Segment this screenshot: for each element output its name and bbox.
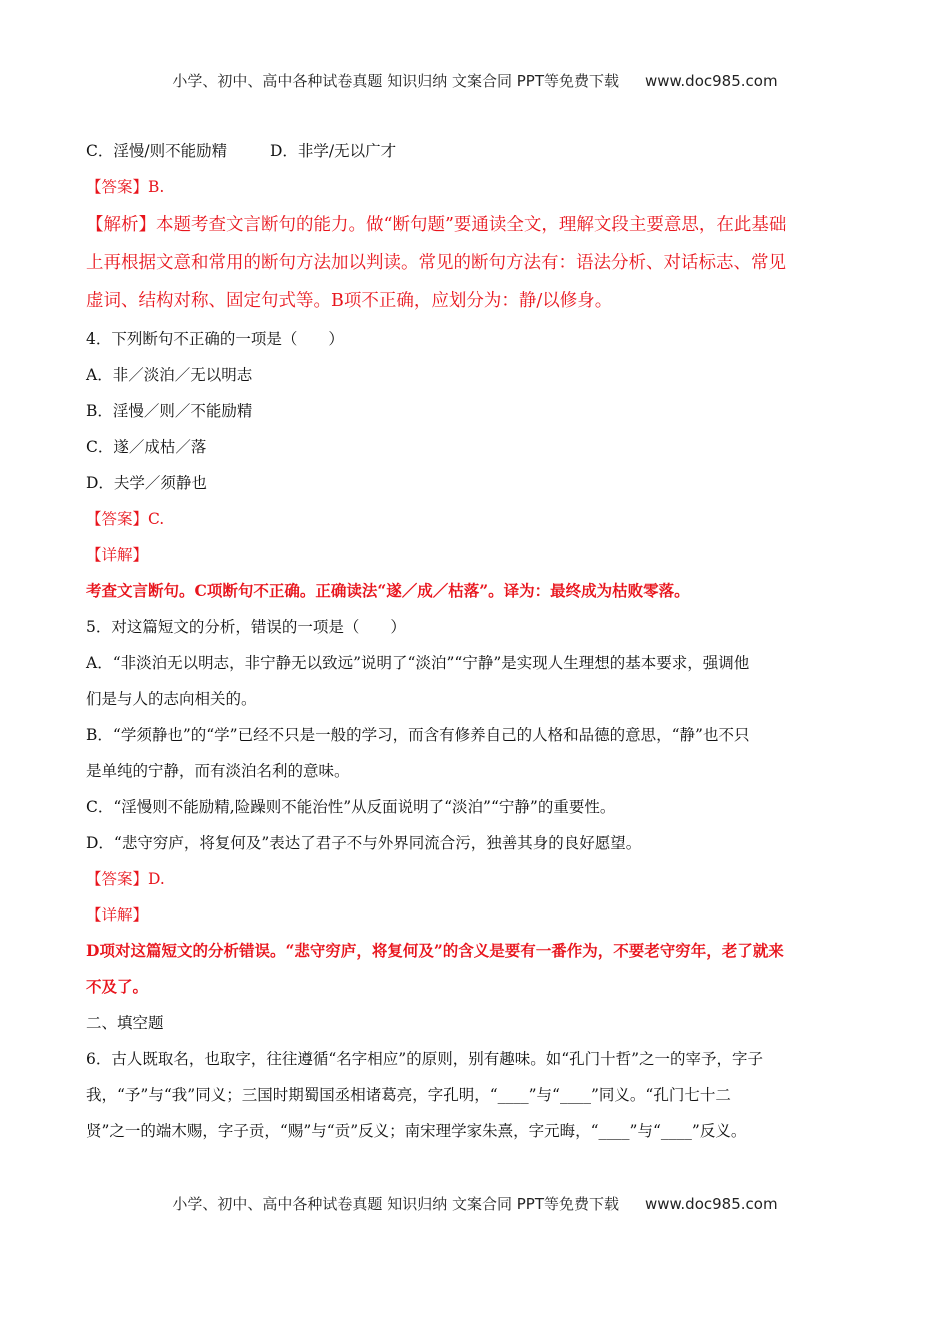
- footer-site[interactable]: www.doc985.com: [644, 1195, 778, 1213]
- q5-detail-label: 【详解】: [86, 906, 149, 924]
- q3-analysis-line-3: 虚词、结构对称、固定句式等。B项不正确，应划分为：静/以修身。: [86, 291, 613, 311]
- q6-line-3: 贤”之一的端木赐，字子贡，“赐”与“贡”反义；南宋理学家朱熹，字元晦，“____”与“____”反义。: [86, 1122, 747, 1140]
- q4-answer: 【答案】C.: [86, 510, 165, 528]
- q3-option-c: C．淫慢/则不能励精: [86, 142, 228, 160]
- q5-answer: 【答案】D.: [86, 870, 165, 888]
- q5-option-b-line-2: 是单纯的宁静，而有淡泊名利的意味。: [86, 762, 350, 780]
- q3-analysis-line-1: 【解析】本题考查文言断句的能力。做“断句题”要通读全文，理解文段主要意思，在此基础: [86, 215, 787, 235]
- footer-text: 小学、初中、高中各种试卷真题 知识归纳 文案合同 PPT等免费下载: [172, 1195, 619, 1213]
- q5-stem: 5．对这篇短文的分析，错误的一项是（ ）: [86, 618, 406, 636]
- q5-option-d: D．“悲守穷庐，将复何及”表达了君子不与外界同流合污，独善其身的良好愿望。: [86, 834, 642, 852]
- q5-option-c: C．“淫慢则不能励精,险躁则不能治性”从反面说明了“淡泊”“宁静”的重要性。: [86, 798, 616, 816]
- section-fill-blank: 二、填空题: [86, 1014, 164, 1032]
- q5-detail-line-1: D项对这篇短文的分析错误。“悲守穷庐，将复何及”的含义是要有一番作为，不要老守穷年，老了就来: [86, 941, 784, 960]
- q4-option-a: A．非／淡泊／无以明志: [86, 366, 253, 384]
- q3-options-cd: [86, 140, 876, 162]
- q5-option-a-line-2: 们是与人的志向相关的。: [86, 690, 257, 708]
- q4-detail-label: 【详解】: [86, 546, 149, 564]
- header-site[interactable]: www.doc985.com: [644, 72, 778, 90]
- q6-line-1: 6．古人既取名，也取字，往往遵循“名字相应”的原则，别有趣味。如“孔门十哲”之一的宰予，字子: [86, 1050, 764, 1068]
- q3-answer: 【答案】B.: [86, 178, 165, 196]
- q4-option-d: D．夫学／须静也: [86, 474, 207, 492]
- q4-stem: 4．下列断句不正确的一项是（ ）: [86, 330, 344, 348]
- q5-option-a-line-1: A．“非淡泊无以明志，非宁静无以致远”说明了“淡泊”“宁静”是实现人生理想的基本要求，强调他: [86, 654, 750, 672]
- q6-line-2: 我，“予”与“我”同义；三国时期蜀国丞相诸葛亮，字孔明，“____”与“____”同义。“孔门七十二: [86, 1086, 731, 1104]
- page-header: [0, 70, 950, 91]
- q3-option-d: D．非学/无以广才: [270, 142, 397, 160]
- q3-analysis-line-2: 上再根据文意和常用的断句方法加以判读。常见的断句方法有：语法分析、对话标志、常见: [86, 253, 786, 273]
- q4-option-b: B．淫慢／则／不能励精: [86, 402, 253, 420]
- q4-detail: 考查文言断句。C项断句不正确。正确读法“遂／成／枯落”。译为：最终成为枯败零落。: [86, 581, 690, 600]
- page-footer: [0, 1193, 950, 1214]
- q5-detail-line-2: 不及了。: [86, 977, 149, 996]
- header-text: 小学、初中、高中各种试卷真题 知识归纳 文案合同 PPT等免费下载: [172, 72, 619, 90]
- q5-option-b-line-1: B．“学须静也”的“学”已经不只是一般的学习，而含有修养自己的人格和品德的意思，“静”也不只: [86, 726, 750, 744]
- q4-option-c: C．遂／成枯／落: [86, 438, 207, 456]
- document-body: [86, 140, 876, 1142]
